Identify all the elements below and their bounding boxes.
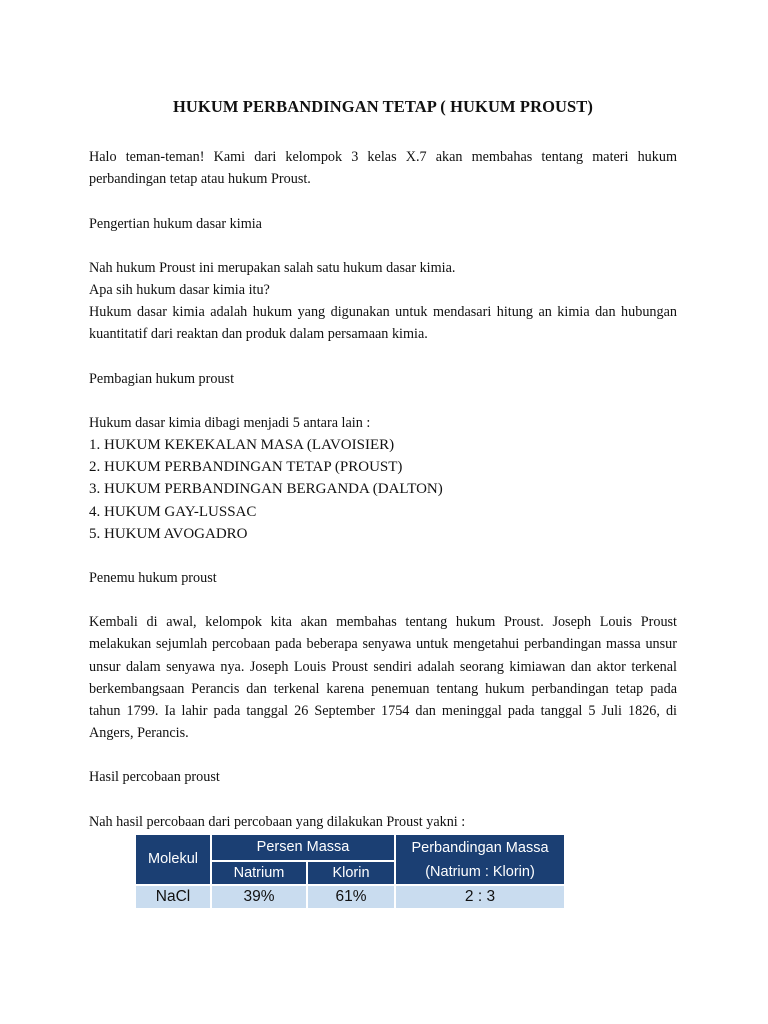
results-table-wrapper: [136, 835, 677, 908]
list-lead: Hukum dasar kimia dibagi menjadi 5 antara lain :: [89, 414, 371, 431]
header-molekul: Molekul: [136, 835, 211, 885]
document-page: [89, 96, 677, 908]
cell-rasio: 2 : 3: [395, 885, 564, 908]
definition-paragraph: Hukum dasar kimia adalah hukum yang digunakan untuk mendasari hitung an kimia dan hubungan kuantitatif dari reaktan dan produk dalam persamaan kimia.: [89, 304, 677, 343]
list-item: 2. HUKUM PERBANDINGAN TETAP (PROUST): [89, 459, 403, 476]
header-natrium: Natrium: [211, 861, 307, 885]
paragraph-line: Nah hukum Proust ini merupakan salah satu hukum dasar kimia.: [89, 259, 456, 276]
list-item: 4. HUKUM GAY-LUSSAC: [89, 503, 257, 520]
cell-molekul: NaCl: [136, 885, 211, 908]
header-perbandingan-massa: Perbandingan Massa: [395, 835, 564, 861]
results-table: [136, 835, 564, 908]
header-persen-massa: Persen Massa: [211, 835, 395, 861]
section-heading-pembagian: Pembagian hukum proust: [89, 370, 235, 387]
penemu-paragraph: Kembali di awal, kelompok kita akan membahas tentang hukum Proust. Joseph Louis Proust melakukan sejumlah percobaan pada beberapa senyawa untuk mengetahui perbandingan massa unsur unsur dalam senyawa nya. Joseph Louis Proust sendiri adalah seorang kimiawan dan aktor terkenal berkembangsaan Perancis dan terkenal karena penemuan tentang hukum perbandingan tetap pada tahun 1799. Ia lahir pada tanggal 26 September 1754 dan meninggal pada tanggal 5 Juli 1826, di Angers, Perancis.: [89, 614, 677, 742]
intro-paragraph: Halo teman-teman! Kami dari kelompok 3 kelas X.7 akan membahas tentang materi hukum perbandingan tetap atau hukum Proust.: [89, 149, 677, 188]
section-heading-hasil: Hasil percobaan proust: [89, 769, 220, 786]
list-item: 5. HUKUM AVOGADRO: [89, 525, 248, 542]
section-heading-pengertian: Pengertian hukum dasar kimia: [89, 215, 262, 232]
list-item: 1. HUKUM KEKEKALAN MASA (LAVOISIER): [89, 437, 395, 454]
header-klorin: Klorin: [307, 861, 395, 885]
cell-natrium: 39%: [211, 885, 307, 908]
table-lead: Nah hasil percobaan dari percobaan yang dilakukan Proust yakni :: [89, 813, 466, 830]
table-row: [136, 885, 564, 908]
section-heading-penemu: Penemu hukum proust: [89, 570, 217, 587]
list-item: 3. HUKUM PERBANDINGAN BERGANDA (DALTON): [89, 481, 443, 498]
document-title: HUKUM PERBANDINGAN TETAP ( HUKUM PROUST): [172, 97, 594, 116]
paragraph-line: Apa sih hukum dasar kimia itu?: [89, 282, 270, 299]
header-natrium-klorin: (Natrium : Klorin): [395, 861, 564, 885]
cell-klorin: 61%: [307, 885, 395, 908]
